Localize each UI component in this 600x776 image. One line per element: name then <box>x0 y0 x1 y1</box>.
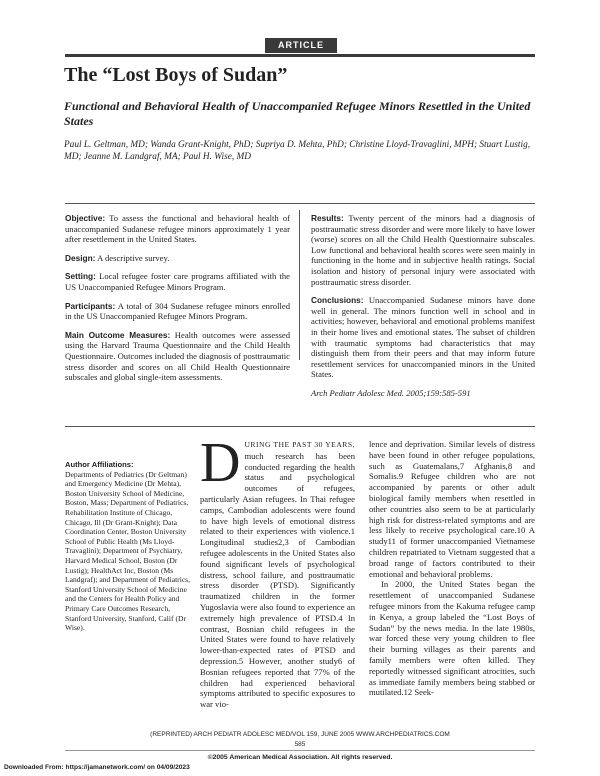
abstract-conclusions <box>311 295 535 380</box>
objective-text: To assess the functional and behavioral health of unaccompanied Sudanese refugee minors approximately 1 year after resettlement in the United States. <box>65 213 290 245</box>
abstract-bottom-rule <box>65 426 535 427</box>
abstract-design <box>65 253 290 264</box>
objective-label: Objective: <box>65 213 106 223</box>
download-stamp: Downloaded From: https://jamanetwork.com/ on 04/09/2023 <box>4 764 190 771</box>
abstract-objective <box>65 213 290 245</box>
body-paragraph-1 <box>200 432 355 710</box>
article-subtitle: Functional and Behavioral Health of Unaccompanied Refugee Minors Resettled in the United States <box>64 99 531 128</box>
journal-footer: (REPRINTED) ARCH PEDIATR ADOLESC MED/VOL 159, JUNE 2005 WWW.ARCHPEDIATRICS.COM <box>150 731 450 738</box>
body-paragraph-2: lence and deprivation. Similar levels of distress have been found in other refugee populations, such as Guatemalans,7 Afghanis,8 and Somalis.9 Refugee children who are not accompanied by parents or other adult biological family members when resettled in other countries also seem to be at particularly high risk for distress-related symptoms and are less likely to receive psychological care.10 A study11 of former unaccompanied Vietnamese children repatriated to Vietnam suggested that a broad range of factors contributed to their emotional and behavioral problems. <box>369 439 535 579</box>
outcome-text: Health outcomes were assessed using the Harvard Trauma Questionnaire and the Child Health Questionnaire. Outcomes included the diagnosis of posttraumatic stress disorder and scores on all Child Health Questionnaire subscales and global single-item assessments. <box>65 329 291 383</box>
body-column-2 <box>369 439 535 698</box>
abstract-participants <box>65 301 290 322</box>
abstract-setting <box>65 271 290 292</box>
results-text: Twenty percent of the minors had a diagnosis of posttraumatic stress disorder and were more likely to have lower (worse) scores on all the Child Health Questionnaire subscales. Low functional and behavioral health scores were seen mainly in functioning in the home and in subjective health ratings. Social isolation and history of personal injury were associated with posttraumatic stress disorder. <box>311 213 535 287</box>
affiliations-label: Author Affiliations: <box>65 460 134 469</box>
design-text: A descriptive survey. <box>97 252 170 263</box>
footer-rule <box>65 750 535 751</box>
body-column-1 <box>200 432 355 710</box>
copyright-notice: ©2005 American Medical Association. All rights reserved. <box>207 754 393 761</box>
smallcaps-lead: URING THE PAST 30 YEARS, <box>244 440 355 449</box>
participants-label: Participants: <box>65 300 116 311</box>
conclusions-text: Unaccompanied Sudanese minors have done well in general. The minors function well in school and in activities; however, behavioral and emotional problems manifest in their home lives and emotional states. The subset of children with traumatic symptoms had characteristics that may distinguish them from their peers and that may inform future resettlement services for unaccompanied minors in the United States. <box>311 295 536 380</box>
participants-text: A total of 304 Sudanese refugee minors enrolled in the US Unaccompanied Refugee Minors Program. <box>65 300 290 322</box>
outcome-label: Main Outcome Measures: <box>65 329 171 340</box>
article-title: The “Lost Boys of Sudan” <box>64 64 288 86</box>
drop-cap: D <box>200 432 241 494</box>
abstract-citation: Arch Pediatr Adolesc Med. 2005;159:585-591 <box>311 387 471 398</box>
affiliations-text: Departments of Pediatrics (Dr Geltman) and Emergency Medicine (Dr Mehta), Boston University School of Medicine, Boston, Mass; Department of Pediatrics, Rehabilitation Institute of Chicago, Chicago, Ill (Dr Grant-Knight); Data Coordination Center, Boston University School of Public Health (Ms Lloyd-Travaglini); Department of Psychiatry, Harvard Medical School, Boston (Dr Lustig); HealthAct Inc, Boston (Ms Landgraf); and Department of Pediatrics, Stanford University School of Medicine and the Centers for Health Policy and Primary Care Outcomes Research, Stanford University, Stanford, Calif (Dr Wise). <box>65 469 191 633</box>
abstract-outcome-measures <box>65 330 290 383</box>
body-col1-text: much research has been conducted regarding the health status and psychological outcomes of refugees, particularly Asian refugees. In Thai refugee camps, Cambodian adolescents were found to have high levels of emotional distress related to their experiences with violence.1 Longitudinal studies2,3 of Cambodian refugee adolescents in the United States also found significant levels of psychological distress, school failure, and posttraumatic stress disorder (PTSD). Significantly traumatized children in the former Yugoslavia were also found to experience an extremely high prevalence of PTSD.4 In contrast, Bosnian child refugees in the United States were found to have relatively lower-than-expected rates of PTSD and depression.5 However, another study6 of Bosnian refugees reported that 77% of the children had experienced behavioral symptoms attributed to specific exposures to war vio- <box>200 450 355 710</box>
author-affiliations <box>65 460 193 633</box>
abstract-column-divider <box>299 210 300 360</box>
design-label: Design: <box>65 252 96 263</box>
abstract-right-column <box>311 213 535 407</box>
body-paragraph-3: In 2000, the United States began the resettlement of unaccompanied Sudanese refugee minors from the Kakuma refugee camp in Kenya, a group labeled the “Lost Boys of Sudan” by the news media. In the late 1980s, war forced these very young children to flee their burning villages as their parents and family members were often killed. They reportedly witnessed significant atrocities, such as immediate family members being stabbed or mutilated.12 Seek- <box>369 579 535 698</box>
abstract-left-column <box>65 213 290 391</box>
results-label: Results: <box>311 213 344 223</box>
article-type-badge: ARTICLE <box>265 38 337 53</box>
page-number: 585 <box>294 741 306 748</box>
conclusions-label: Conclusions: <box>311 295 364 306</box>
header-rule <box>65 54 535 57</box>
abstract-top-rule <box>65 203 535 204</box>
author-list: Paul L. Geltman, MD; Wanda Grant-Knight, PhD; Supriya D. Mehta, PhD; Christine Lloyd-Travaglini, MPH; Stuart Lustig, MD; Jeanne M. Landgraf, MA; Paul H. Wise, MD <box>64 140 531 162</box>
setting-text: Local refugee foster care programs affiliated with the US Unaccompanied Refugee Minors Program. <box>65 271 290 292</box>
abstract-results <box>311 213 535 287</box>
setting-label: Setting: <box>65 271 96 282</box>
